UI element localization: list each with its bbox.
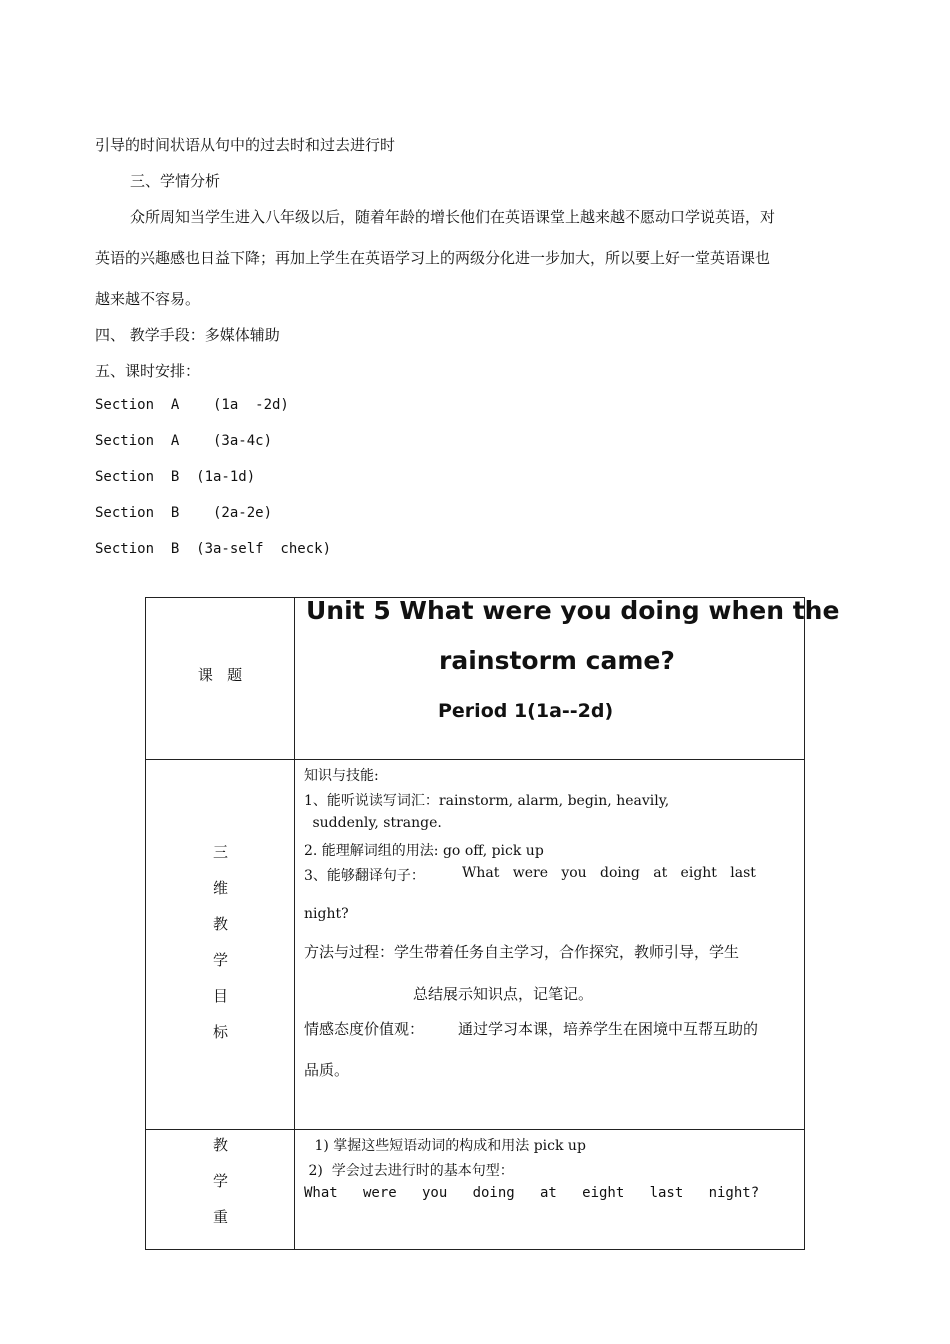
schedule-item: Section A (1a -2d): [95, 397, 289, 413]
period-label: Period 1(1a--2d): [438, 700, 614, 722]
section-heading-3: 三、学情分析: [130, 172, 221, 190]
schedule-item: Section B (1a-1d): [95, 469, 256, 485]
key-label-char: 学: [213, 1172, 229, 1190]
paragraph-line-2: 英语的兴趣感也日益下降；再加上学生在英语学习上的两级分化进一步加大，所以要上好一堂英语课也: [95, 249, 771, 267]
goals-text-line: 通过学习本课，培养学生在困境中互帮互助的: [458, 1020, 759, 1038]
goals-label-char: 目: [213, 987, 229, 1005]
table-border: [145, 1129, 805, 1130]
topic-label: 课 题: [197, 666, 243, 684]
key-point-line: 1) 掌握这些短语动词的构成和用法 pick up: [310, 1138, 586, 1154]
goals-text-line: 知识与技能:: [304, 768, 379, 784]
schedule-item: Section A (3a-4c): [95, 433, 273, 449]
goals-label-char: 三: [213, 843, 229, 861]
goals-text-line: What were you doing at eight last: [462, 865, 756, 881]
section-heading-5: 五、课时安排：: [95, 362, 201, 380]
goals-text-line: 情感态度价值观：: [304, 1020, 425, 1038]
goals-text-line: 3、能够翻译句子：: [304, 868, 425, 884]
key-label-char: 教: [213, 1136, 229, 1154]
section-heading-4: 四、 教学手段：多媒体辅助: [95, 326, 280, 344]
paragraph-line-3: 越来越不容易。: [95, 290, 201, 308]
table-border: [804, 597, 805, 1250]
goals-text-line: 总结展示知识点，记笔记。: [413, 985, 594, 1003]
intro-line: 引导的时间状语从句中的过去时和过去进行时: [95, 136, 396, 154]
table-border: [145, 759, 805, 760]
goals-text-line: suddenly, strange.: [308, 815, 442, 831]
key-point-line: 2) 学会过去进行时的基本句型：: [304, 1163, 514, 1179]
key-label-char: 重: [213, 1208, 229, 1226]
goals-label-char: 教: [213, 915, 229, 933]
paragraph-line-1: 众所周知当学生进入八年级以后，随着年龄的增长他们在英语课堂上越来越不愿动口学说英语，对: [130, 208, 776, 226]
key-point-line: What were you doing at eight last night?: [304, 1185, 760, 1201]
goals-text-line: 1、能听说读写词汇：rainstorm, alarm, begin, heavily,: [304, 793, 670, 809]
goals-text-line: night?: [304, 906, 349, 922]
goals-label-char: 学: [213, 951, 229, 969]
table-border: [294, 597, 295, 1250]
schedule-item: Section B (3a-self check): [95, 541, 332, 557]
goals-text-line: 品质。: [304, 1061, 350, 1079]
goals-label-char: 维: [213, 879, 229, 897]
unit-title-line-1: Unit 5 What were you doing when the: [306, 596, 840, 625]
table-border: [145, 597, 146, 1250]
table-border: [145, 1249, 805, 1250]
unit-title-line-2: rainstorm came?: [439, 646, 675, 675]
goals-text-line: 2. 能理解词组的用法: go off, pick up: [304, 843, 544, 859]
schedule-item: Section B (2a-2e): [95, 505, 273, 521]
goals-text-line: 方法与过程：学生带着任务自主学习，合作探究，教师引导，学生: [304, 943, 740, 961]
goals-label-char: 标: [213, 1023, 229, 1041]
